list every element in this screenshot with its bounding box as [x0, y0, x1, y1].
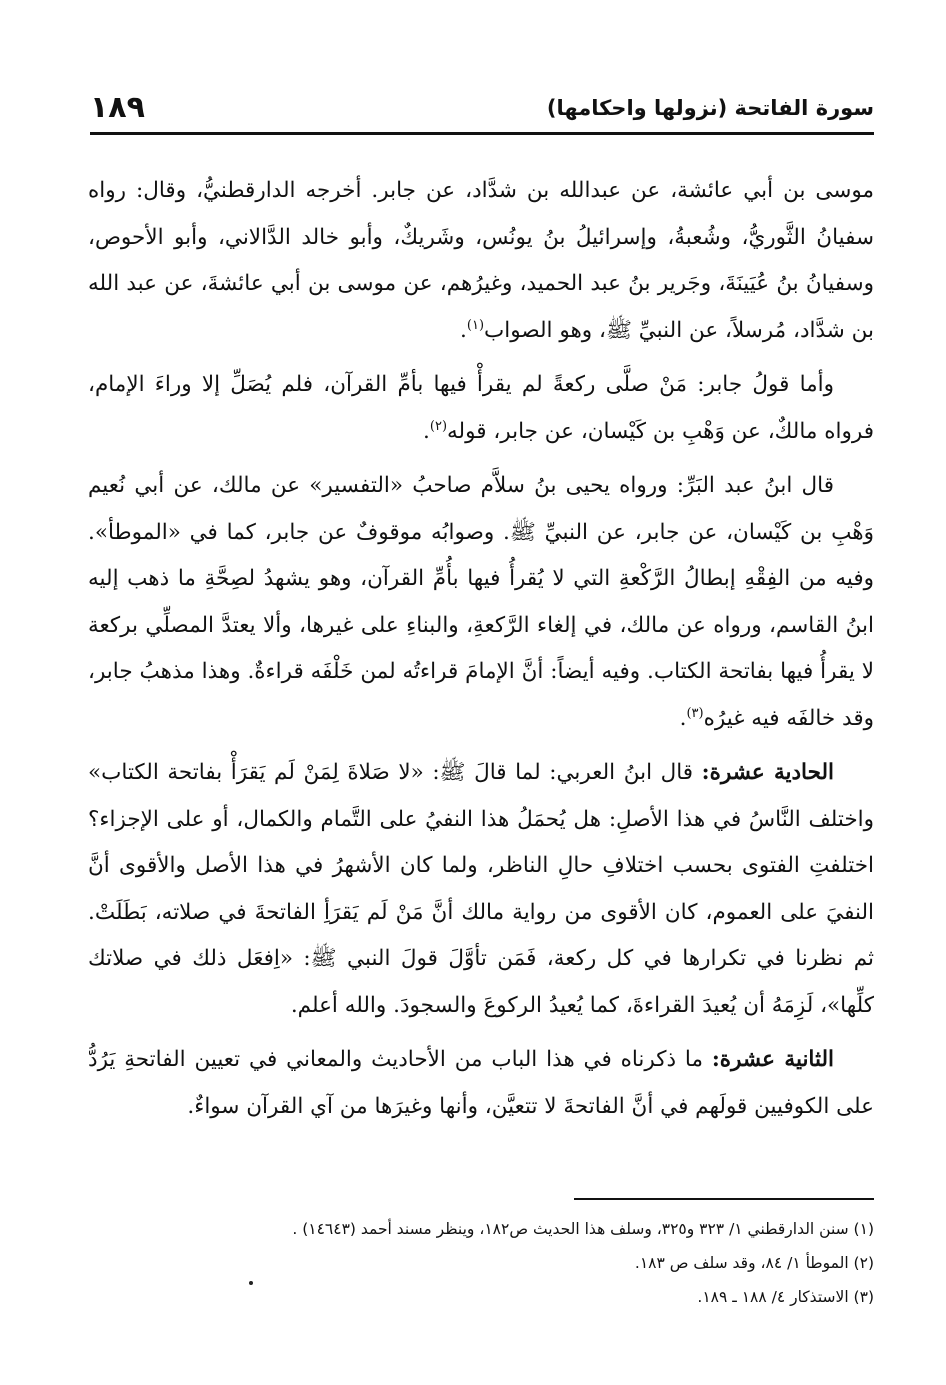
- footnote-marker: (٣): [686, 705, 704, 721]
- section-eleventh: [88, 750, 874, 1029]
- section-twelfth: [88, 1037, 874, 1130]
- paragraph-text: وأما قولُ جابر: مَنْ صلَّى ركعةً لم يقرأْ فيها بأمِّ القرآن، فلم يُصَلِّ إلا وراءَ الإمام، فرواه مالكٌ، عن وَهْبِ بن كَيْسان، عن جابر، قوله: [88, 372, 874, 444]
- page-number: ١٨٩: [90, 90, 145, 125]
- section-heading: الحادية عشرة:: [701, 760, 834, 785]
- footnote-marker: (٢): [429, 418, 448, 434]
- paragraph-text: قال ابنُ العربي: لما قالَ ﷺ: «لا صَلاةَ لِمَنْ لَم يَقرَأْ بفاتحة الكتاب» واختلف النَّاسُ في هذا الأصلِ: هل يُحمَلُ هذا النفيُ على التَّمام والكمال، أو على الإجزاء؟ اختلفتِ الفتوى بحسب اختلافِ حالِ الناظر، ولما كان الأشهرُ في هذا الأصل والأقوى أنَّ النفيَ على العموم، كان الأقوى من رواية مالك أنَّ مَنْ لَم يَقرَأِ الفاتحةَ في صلاته، بَطَلَتْ. ثم نظرنا في تكرارها في كل ركعة، فَمَن تأوَّلَ قولَ النبي ﷺ: «اِفعَل ذلك في صلاتك كلِّها»، لَزِمَهُ أن يُعيدَ القراءةَ، كما يُعيدُ الركوعَ والسجودَ. والله أعلم.: [88, 760, 874, 1018]
- print-speck: [249, 1281, 253, 1285]
- paragraph-text: ما ذكرناه في هذا الباب من الأحاديث والمعاني في تعيين الفاتحةِ يَرُدُّ على الكوفيين قولَهم في أنَّ الفاتحةَ لا تتعيَّن، وأنها وغيرَها من آي القرآن سواءٌ.: [88, 1047, 874, 1119]
- body-text: [88, 168, 874, 1138]
- footnote-3: (٣) الاستذكار ٤/ ١٨٨ ـ ١٨٩.: [697, 1288, 874, 1306]
- paragraph-end: .: [679, 705, 687, 731]
- paragraph-hadith-chain: [88, 168, 874, 354]
- footnote-marker: (١): [466, 317, 485, 333]
- paragraph-text: قال ابنُ عبد البَرِّ: ورواه يحيى بنُ سلاَّم صاحبُ «التفسير» عن مالك، عن أبي نُعيم وَهْبِ بن كَيْسان، عن جابر، عن النبيِّ ﷺ. وصوابُه موقوفٌ عن جابر، كما في «الموطأ». وفيه من الفِقْهِ إبطالُ الرَّكْعةِ التي لا يُقرأُ فيها بأُمِّ القرآن، وهو يشهدُ لصِحَّةِ ما ذهب إليه ابنُ القاسم، ورواه عن مالك، في إلغاء الرَّكعةِ، والبناءِ على غيرها، وألا يعتدَّ المصلِّي بركعة لا يقرأُ فيها بفاتحة الكتاب. وفيه أيضاً: أنَّ الإمامَ قراءتُه لمن خَلْفَه قراءةٌ. وهذا مذهبُ جابر، وقد خالفَه فيه غيرُه: [88, 473, 874, 731]
- section-heading: الثانية عشرة:: [711, 1047, 834, 1072]
- running-title: سورة الفاتحة (نزولها واحكامها): [546, 96, 874, 120]
- footnote-1: (١) سنن الدارقطني ١/ ٣٢٣ و٣٢٥، وسلف هذا الحديث ص١٨٢، وينظر مسند أحمد (١٤٦٤٣) .: [292, 1220, 874, 1238]
- paragraph-end: .: [460, 317, 467, 343]
- paragraph-jabir-saying: [88, 362, 874, 455]
- page-header: [90, 88, 874, 135]
- paragraph-text: موسى بن أبي عائشة، عن عبدالله بن شدَّاد، عن جابر. أخرجه الدارقطنيُّ، وقال: رواه سفيانُ الثَّوريُّ، وشُعبةُ، وإسرائيلُ بنُ يونُس، وشَريكٌ، وأبو خالد الدَّالاني، وأبو الأحوص، وسفيانُ بنُ عُيَينَةَ، وجَرير بنُ عبد الحميد، وغيرُهم، عن موسى بن أبي عائشةَ، عن عبد الله بن شدَّاد، مُرسلاً، عن النبيِّ ﷺ، وهو الصواب: [88, 178, 874, 343]
- footnote-divider: [574, 1198, 874, 1200]
- footnotes: [88, 1212, 874, 1314]
- paragraph-end: .: [423, 418, 430, 444]
- footnote-2: (٢) الموطأ ١/ ٨٤، وقد سلف ص ١٨٣.: [634, 1254, 874, 1272]
- paragraph-ibn-abd-albarr: [88, 463, 874, 742]
